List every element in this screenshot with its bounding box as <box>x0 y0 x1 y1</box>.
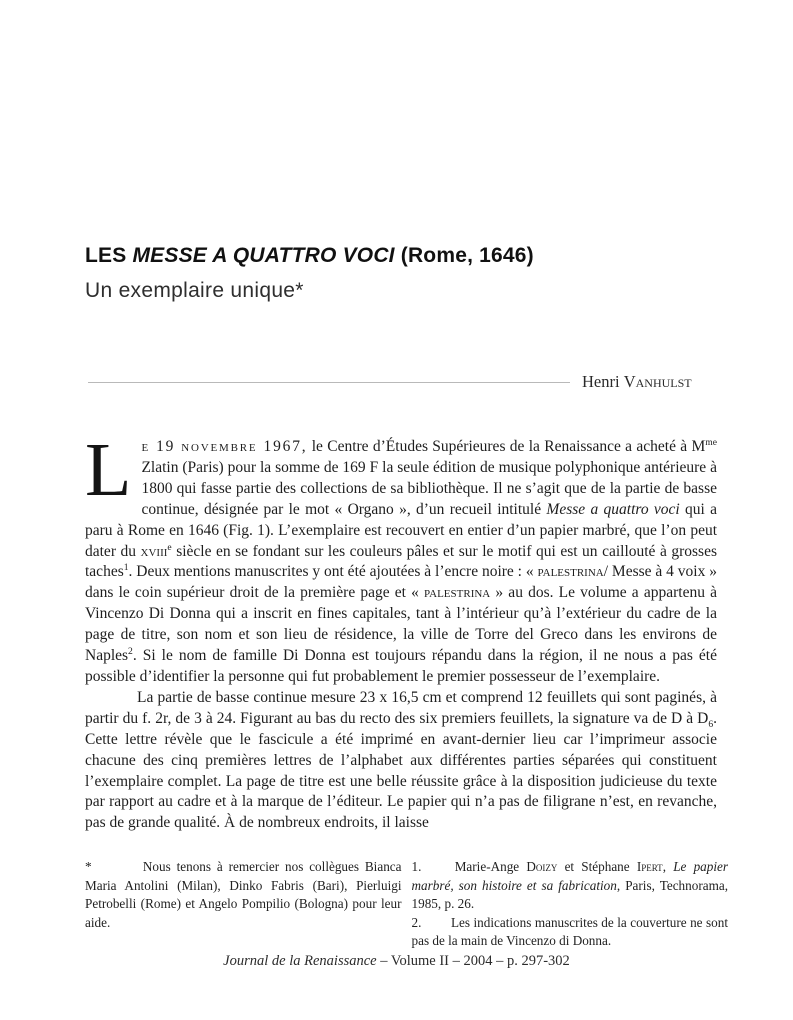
footnote-2 <box>412 914 729 951</box>
paragraph-1-text: e 19 novembre 1967, le Centre d’Études Supérieures de la Renaissance a acheté à $M^{me}$ Zlatin (Paris) pour la somme de 169 F la seule édition de musique polyphonique antérieure à 1800 qui fasse partie des collections de sa bibliothèque. Il ne s’agit que de la partie de basse continue, désignée par le mot « Organo », d’un recueil intitulé Messe a quattro voci qui a paru à Rome en 1646 (Fig. 1). L’exemplaire est recouvert en entier d’un papier marbré, que l’on peut dater du xviii$^e$ siècle en se fondant sur les couleurs pâles et sur le motif qui est un caillouté à grosses taches$^1$. Deux mentions manuscrites y ont été ajoutées à l’encre noire : « palestrina/ Messe à 4 voix » dans le coin supérieur droit de la première page et « palestrina » au dos. Le volume a appartenu à Vincenzo Di Donna qui a inscrit en fines capitales, tant à l’intérieur qu’à l’extérieur du cadre de la page de titre, son nom et son lieu de résidence, la ville de Torre del Greco dans les environs de Naples$^2$. Si le nom de famille Di Donna est toujours répandu dans la région, il ne nous a pas été possible d’identifier la personne qui fut probablement le premier possesseur de l’exemplaire. <box>85 436 717 685</box>
article-subtitle: Un exemplaire unique* <box>85 279 304 302</box>
article-header <box>85 243 717 303</box>
drop-cap: L <box>85 428 132 512</box>
footnote-1 <box>412 858 729 914</box>
author-divider-line <box>88 382 570 383</box>
article-title: LES MESSE A QUATTRO VOCI (Rome, 1646) <box>85 244 534 267</box>
article-body <box>85 428 717 834</box>
body-paragraph-2: La partie de basse continue mesure 23 x 16,5 cm et comprend 12 feuillets qui sont paginés, à partir du f. 2r, de 3 à 24. Figurant au bas du recto des six premiers feuillets, la signature va de D à $D_6$. Cette lettre révèle que le fascicule a été imprimé en avant-dernier lieu car l’imprimeur associe chacune des cinq premières lettres de l’alphabet aux différentes parties séparées qui constituent l’exemplaire complet. La page de titre est une belle réussite grâce à la disposition judicieuse du texte par rapport au cadre et à la marque de l’éditeur. Le papier qui n’a pas de filigrane n’est, en revanche, pas de grande qualité. À de nombreux endroits, il laisse <box>85 688 717 832</box>
footnotes-section <box>85 858 728 951</box>
footnote-star <box>85 858 402 932</box>
footnote-marker: 1. <box>411 859 422 874</box>
footnote-text: Marie-Ange Doizy et Stéphane Ipert, Le papier marbré, son histoire et sa fabrication, Paris, Technorama, 1985, p. 26. <box>411 859 729 912</box>
footnote-text: Nous tenons à remercier nos collègues Bianca Maria Antolini (Milan), Dinko Fabris (Bari), Pierluigi Petrobelli (Rome) et Angelo Pompilio (Bologna) pour leur aide. <box>85 859 402 930</box>
body-paragraph-1 <box>85 428 717 688</box>
footnote-marker: * <box>85 859 92 874</box>
journal-citation: Journal de la Renaissance – Volume II – 2004 – p. 297-302 <box>223 953 570 969</box>
journal-footer <box>0 953 793 970</box>
author-row <box>88 372 716 392</box>
footnotes-right-column <box>412 858 729 951</box>
footnote-text: Les indications manuscrites de la couverture ne sont pas de la main de Vincenzo di Donna. <box>411 914 728 949</box>
footnote-marker: 2. <box>411 914 422 930</box>
author-name: Henri Vanhulst <box>582 372 692 391</box>
footnotes-left-column <box>85 858 402 951</box>
